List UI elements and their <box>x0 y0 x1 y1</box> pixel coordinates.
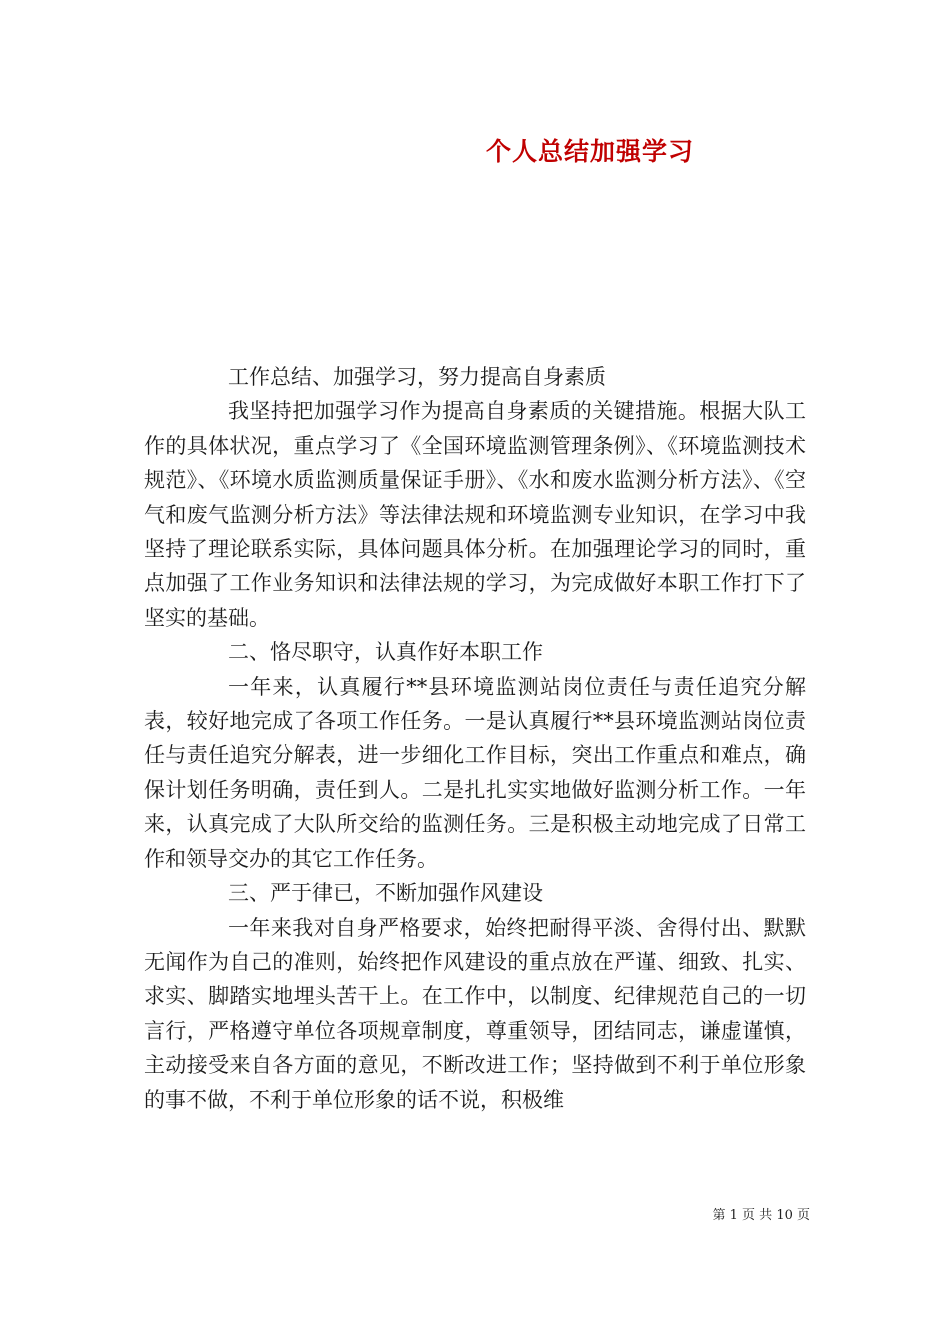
paragraph: 一年来，认真履行**县环境监测站岗位责任与责任追究分解表，较好地完成了各项工作任务。一是认真履行**县环境监测站岗位责任与责任追究分解表，进一步细化工作目标，突出工作重点和难点，确保计划任务明确，责任到人。二是扎扎实实地做好监测分析工作。一年来，认真完成了大队所交给的监测任务。三是积极主动地完成了日常工作和领导交办的其它工作任务。 <box>144 674 806 871</box>
paragraph-heading-2: 二、恪尽职守，认真作好本职工作 <box>228 640 543 665</box>
page-number-footer: 第 1 页 共 10 页 <box>712 1208 810 1223</box>
paragraph: 一年来我对自身严格要求，始终把耐得平淡、舍得付出、默默无闻作为自己的准则，始终把作风建设的重点放在严谨、细致、扎实、求实、脚踏实地埋头苦干上。在工作中，以制度、纪律规范自己的一切言行，严格遵守单位各项规章制度，尊重领导，团结同志，谦虚谨慎，主动接受来自各方面的意见，不断改进工作；坚持做到不利于单位形象的事不做，不利于单位形象的话不说，积极维 <box>144 915 806 1112</box>
document-title: 个人总结加强学习 <box>485 137 694 166</box>
paragraph-heading-1: 工作总结、加强学习，努力提高自身素质 <box>228 365 606 389</box>
paragraph-heading-3: 三、严于律已，不断加强作风建设 <box>228 881 543 906</box>
paragraph: 我坚持把加强学习作为提高自身素质的关键措施。根据大队工作的具体状况，重点学习了《全国环境监测管理条例》、《环境监测技术规范》、《环境水质监测质量保证手册》、《水和废水监测分析方法》、《空气和废气监测分析方法》等法律法规和环境监测专业知识，在学习中我坚持了理论联系实际，具体问题具体分析。在加强理论学习的同时，重点加强了工作业务知识和法律法规的学习，为完成做好本职工作打下了坚实的基础。 <box>144 399 806 630</box>
document-body <box>144 360 806 1117</box>
